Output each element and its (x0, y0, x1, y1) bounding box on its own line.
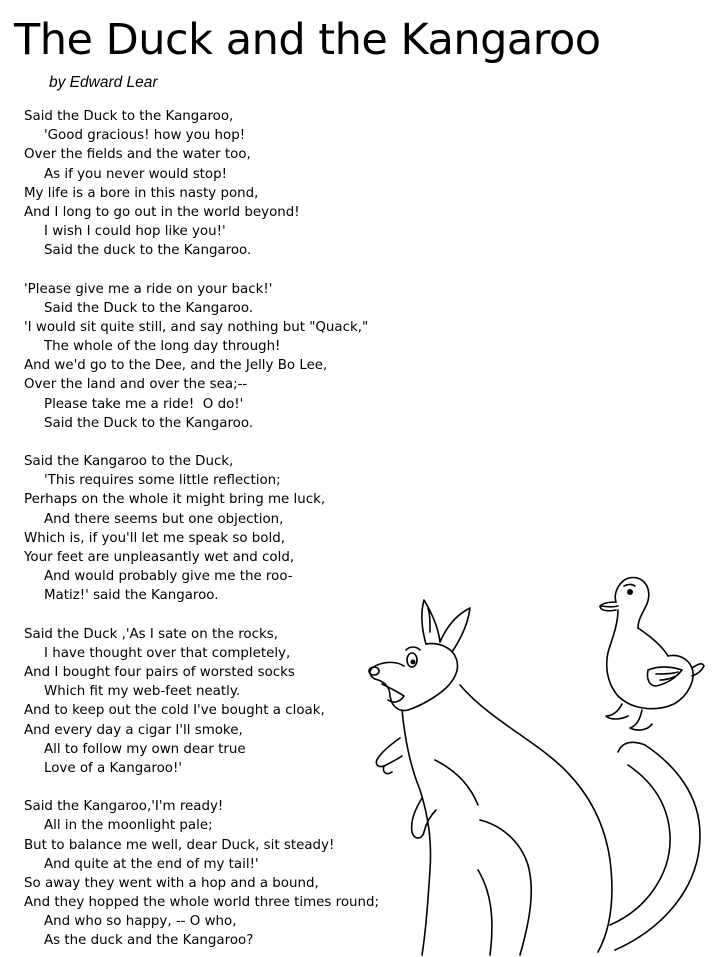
poem-line: Said the Kangaroo,'I'm ready! (24, 799, 224, 815)
poem-line: Matiz!' said the Kangaroo. (44, 588, 219, 604)
poem-line: And there seems but one objection, (44, 511, 284, 527)
author-byline: by Edward Lear (49, 74, 158, 91)
poem-line: And who so happy, -- O who, (44, 914, 237, 930)
poem-line: 'Please give me a ride on your back!' (24, 281, 273, 297)
poem-line: Perhaps on the whole it might bring me luck, (24, 492, 326, 508)
poem-line: And we'd go to the Dee, and the Jelly Bo Lee, (24, 358, 328, 374)
poem-line: All to follow my own dear true (44, 741, 246, 757)
poem-line: As if you never would stop! (44, 166, 227, 182)
poem-line: And they hopped the whole world three times round; (24, 895, 379, 911)
kangaroo-and-duck-illustration (360, 570, 718, 957)
poem-line: 'This requires some little reflection; (44, 473, 281, 489)
poem-line: I wish I could hop like you!' (44, 224, 226, 240)
stanza-break (24, 260, 494, 279)
poem-line: And every day a cigar I'll smoke, (24, 722, 243, 738)
poem-line: The whole of the long day through! (44, 339, 281, 355)
poem-line: Love of a Kangaroo!' (44, 760, 183, 776)
poem-line: 'Good gracious! how you hop! (44, 128, 246, 144)
poem-line: Your feet are unpleasantly wet and cold, (24, 549, 295, 565)
poem-line: Please take me a ride! O do!' (44, 396, 244, 412)
poem-line: And would probably give me the roo- (44, 569, 293, 585)
stanza-break (24, 433, 494, 452)
kangaroo-drawing (369, 600, 700, 955)
poem-line: 'I would sit quite still, and say nothing but "Quack," (24, 319, 369, 335)
poem-line: Which is, if you'll let me speak so bold, (24, 530, 285, 546)
poem-line: I have thought over that completely, (44, 645, 291, 661)
page-title: The Duck and the Kangaroo (14, 15, 601, 65)
duck-drawing (600, 578, 704, 731)
poem-line: And I long to go out in the world beyond! (24, 204, 300, 220)
poem-line: As the duck and the Kangaroo? (44, 933, 254, 949)
poem-line: Said the Duck ,'As I sate on the rocks, (24, 626, 278, 642)
poem-line: My life is a bore in this nasty pond, (24, 185, 259, 201)
poem-line: Over the fields and the water too, (24, 147, 251, 163)
poem-line: Over the land and over the sea;-- (24, 377, 248, 393)
poem-line: Said the Kangaroo to the Duck, (24, 454, 234, 470)
poem-line: All in the moonlight pale; (44, 818, 213, 834)
poem-line: Which fit my web-feet neatly. (44, 684, 241, 700)
poem-line: Said the Duck to the Kangaroo, (24, 109, 234, 124)
poem-line: But to balance me well, dear Duck, sit steady! (24, 837, 335, 853)
poem-line: Said the duck to the Kangaroo. (44, 243, 252, 259)
poem-line: And I bought four pairs of worsted socks (24, 664, 295, 680)
poem-line: And quite at the end of my tail!' (44, 856, 259, 872)
poem-line: And to keep out the cold I've bought a cloak, (24, 703, 325, 719)
poem-line: So away they went with a hop and a bound, (24, 875, 319, 891)
poem-line: Said the Duck to the Kangaroo. (44, 415, 254, 431)
poem-line: Said the Duck to the Kangaroo. (44, 300, 254, 316)
